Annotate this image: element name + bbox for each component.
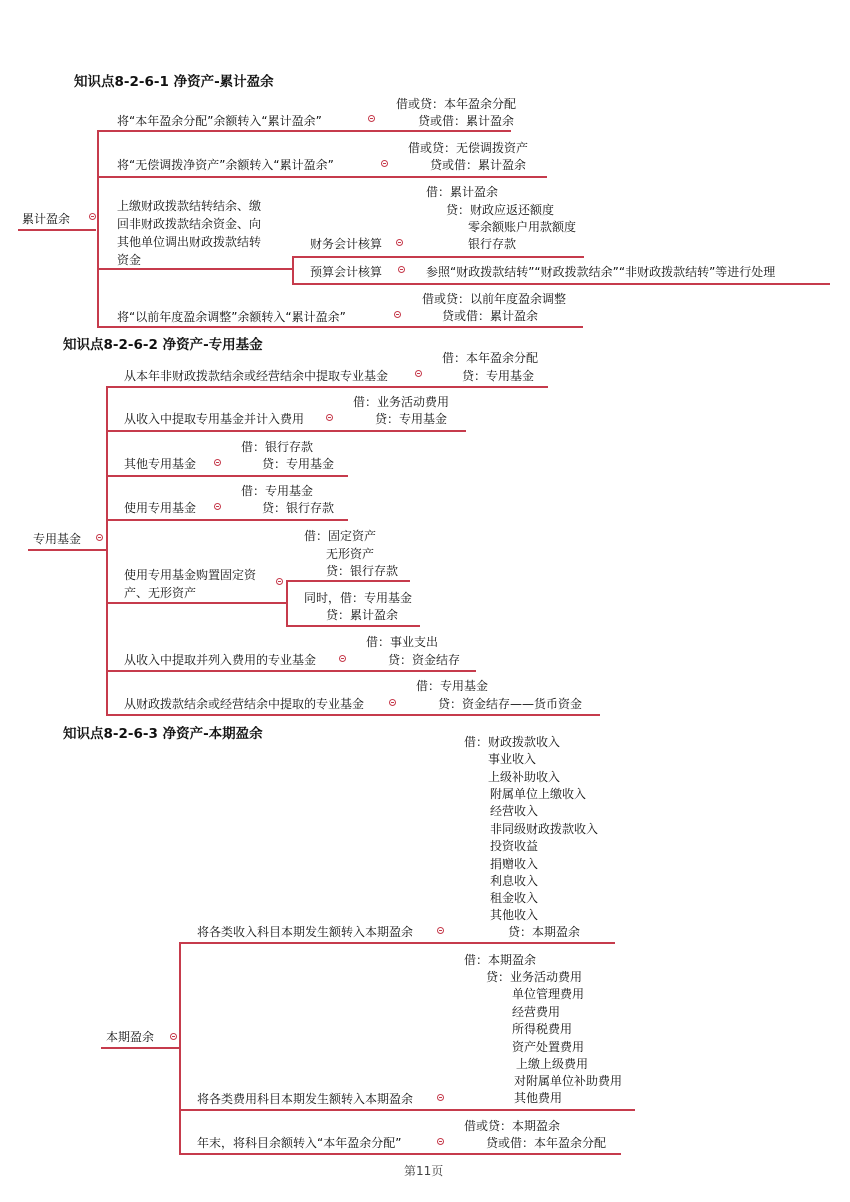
- collapse-icon[interactable]: [394, 311, 401, 318]
- entry-text: 上缴上级费用: [516, 1057, 589, 1071]
- branch-label: 从财政拨款结余或经营结余中提取的专业基金: [124, 697, 365, 711]
- entry-text: 所得税费用: [512, 1022, 573, 1036]
- entry-text: 贷或借：累计盈余: [430, 158, 527, 172]
- page-number: 第11页: [404, 1164, 444, 1178]
- entry-text: 借：累计盈余: [426, 185, 499, 199]
- mindmap-root: 累计盈余: [22, 212, 71, 226]
- entry-text: 附属单位上缴收入: [490, 787, 587, 801]
- branch-label-line: 产、无形资产: [124, 586, 197, 600]
- entry-text: 无形资产: [326, 547, 375, 561]
- branch-label: 其他专用基金: [124, 457, 197, 471]
- branch-label-line: 使用专用基金购置固定资: [124, 568, 257, 582]
- entry-text: 捐赠收入: [490, 857, 539, 871]
- entry-text: 贷：专用基金: [262, 457, 335, 471]
- entry-text: 非同级财政拨款收入: [490, 822, 599, 836]
- entry-text: 事业收入: [488, 752, 537, 766]
- section-heading: 知识点8-2-6-1 净资产-累计盈余: [74, 74, 274, 90]
- collapse-icon[interactable]: [214, 459, 221, 466]
- entry-text: 借：业务活动费用: [353, 395, 450, 409]
- entry-text: 借：事业支出: [366, 635, 439, 649]
- collapse-icon[interactable]: [170, 1033, 177, 1040]
- entry-text: 银行存款: [468, 237, 517, 251]
- section-heading: 知识点8-2-6-3 净资产-本期盈余: [63, 726, 263, 742]
- entry-text: 利息收入: [490, 874, 539, 888]
- collapse-icon[interactable]: [437, 1094, 444, 1101]
- branch-label: 年末，将科目余额转入“本年盈余分配”: [197, 1136, 402, 1150]
- entry-text: 经营收入: [490, 804, 539, 818]
- branch-label: 将“以前年度盈余调整”余额转入“累计盈余”: [117, 310, 346, 324]
- entry-text: 贷：银行存款: [326, 564, 399, 578]
- entry-text: 贷：专用基金: [375, 412, 448, 426]
- branch-label-line: 资金: [117, 253, 142, 267]
- entry-text: 贷或借：累计盈余: [418, 114, 515, 128]
- entry-text: 借或贷：无偿调拨资产: [408, 141, 529, 155]
- entry-text: 贷或借：本年盈余分配: [486, 1136, 607, 1150]
- entry-text: 同时，借：专用基金: [304, 591, 413, 605]
- entry-text: 借：专用基金: [241, 484, 314, 498]
- entry-text: 经营费用: [512, 1005, 561, 1019]
- branch-label-line: 其他单位调出财政拨款结转: [117, 235, 262, 249]
- collapse-icon[interactable]: [326, 414, 333, 421]
- entry-text: 借或贷：本期盈余: [464, 1119, 561, 1133]
- entry-text: 资产处置费用: [512, 1040, 585, 1054]
- collapse-icon[interactable]: [276, 578, 283, 585]
- entry-text: 贷：银行存款: [262, 501, 335, 515]
- collapse-icon[interactable]: [381, 160, 388, 167]
- entry-text: 对附属单位补助费用: [514, 1074, 623, 1088]
- entry-text: 贷或借：累计盈余: [442, 309, 539, 323]
- sub-branch-label: 财务会计核算: [310, 237, 383, 251]
- entry-text: 贷：累计盈余: [326, 608, 399, 622]
- collapse-icon[interactable]: [389, 699, 396, 706]
- entry-text: 单位管理费用: [512, 987, 585, 1001]
- branch-label: 从本年非财政拨款结余或经营结余中提取专业基金: [124, 369, 389, 383]
- entry-text: 借：财政拨款收入: [464, 735, 561, 749]
- entry-text: 投资收益: [490, 839, 539, 853]
- collapse-icon[interactable]: [339, 655, 346, 662]
- mindmap-root: 本期盈余: [106, 1030, 155, 1044]
- branch-label-line: 回非财政拨款结余资金、向: [117, 217, 262, 231]
- sub-branch-label: 预算会计核算: [310, 265, 383, 279]
- entry-text: 借：固定资产: [304, 529, 377, 543]
- entry-text: 租金收入: [490, 891, 539, 905]
- entry-text: 贷：资金结存: [388, 653, 461, 667]
- entry-text: 借或贷：本年盈余分配: [396, 97, 517, 111]
- entry-text: 贷：专用基金: [462, 369, 535, 383]
- collapse-icon[interactable]: [415, 370, 422, 377]
- branch-label: 从收入中提取专用基金并计入费用: [124, 412, 305, 426]
- branch-label: 将各类收入科目本期发生额转入本期盈余: [197, 925, 414, 939]
- entry-text: 借：银行存款: [241, 440, 314, 454]
- collapse-icon[interactable]: [437, 1138, 444, 1145]
- collapse-icon[interactable]: [96, 534, 103, 541]
- entry-text: 参照“财政拨款结转”“财政拨款结余”“非财政拨款结转”等进行处理: [426, 265, 776, 279]
- section-heading: 知识点8-2-6-2 净资产-专用基金: [63, 337, 263, 353]
- entry-text: 其他费用: [514, 1091, 563, 1105]
- branch-label: 将“无偿调拨净资产”余额转入“累计盈余”: [117, 158, 334, 172]
- branch-label: 从收入中提取并列入费用的专业基金: [124, 653, 317, 667]
- entry-text: 贷：业务活动费用: [486, 970, 583, 984]
- collapse-icon[interactable]: [398, 266, 405, 273]
- entry-text: 零余额账户用款额度: [468, 220, 577, 234]
- branch-label-line: 上缴财政拨款结转结余、缴: [117, 199, 262, 213]
- entry-text: 上级补助收入: [488, 770, 561, 784]
- entry-text: 其他收入: [490, 908, 539, 922]
- entry-text: 借：专用基金: [416, 679, 489, 693]
- collapse-icon[interactable]: [368, 115, 375, 122]
- branch-label: 使用专用基金: [124, 501, 197, 515]
- collapse-icon[interactable]: [396, 239, 403, 246]
- entry-text: 借：本期盈余: [464, 953, 537, 967]
- entry-text: 贷：财政应返还额度: [446, 203, 555, 217]
- branch-label: 将各类费用科目本期发生额转入本期盈余: [197, 1092, 414, 1106]
- collapse-icon[interactable]: [214, 503, 221, 510]
- entry-text: 贷：资金结存——货币资金: [438, 697, 583, 711]
- mindmap-root: 专用基金: [33, 532, 82, 546]
- collapse-icon[interactable]: [437, 927, 444, 934]
- entry-text: 借或贷：以前年度盈余调整: [422, 292, 567, 306]
- collapse-icon[interactable]: [89, 213, 96, 220]
- entry-text: 贷：本期盈余: [508, 925, 581, 939]
- branch-label: 将“本年盈余分配”余额转入“累计盈余”: [117, 114, 322, 128]
- entry-text: 借：本年盈余分配: [442, 351, 539, 365]
